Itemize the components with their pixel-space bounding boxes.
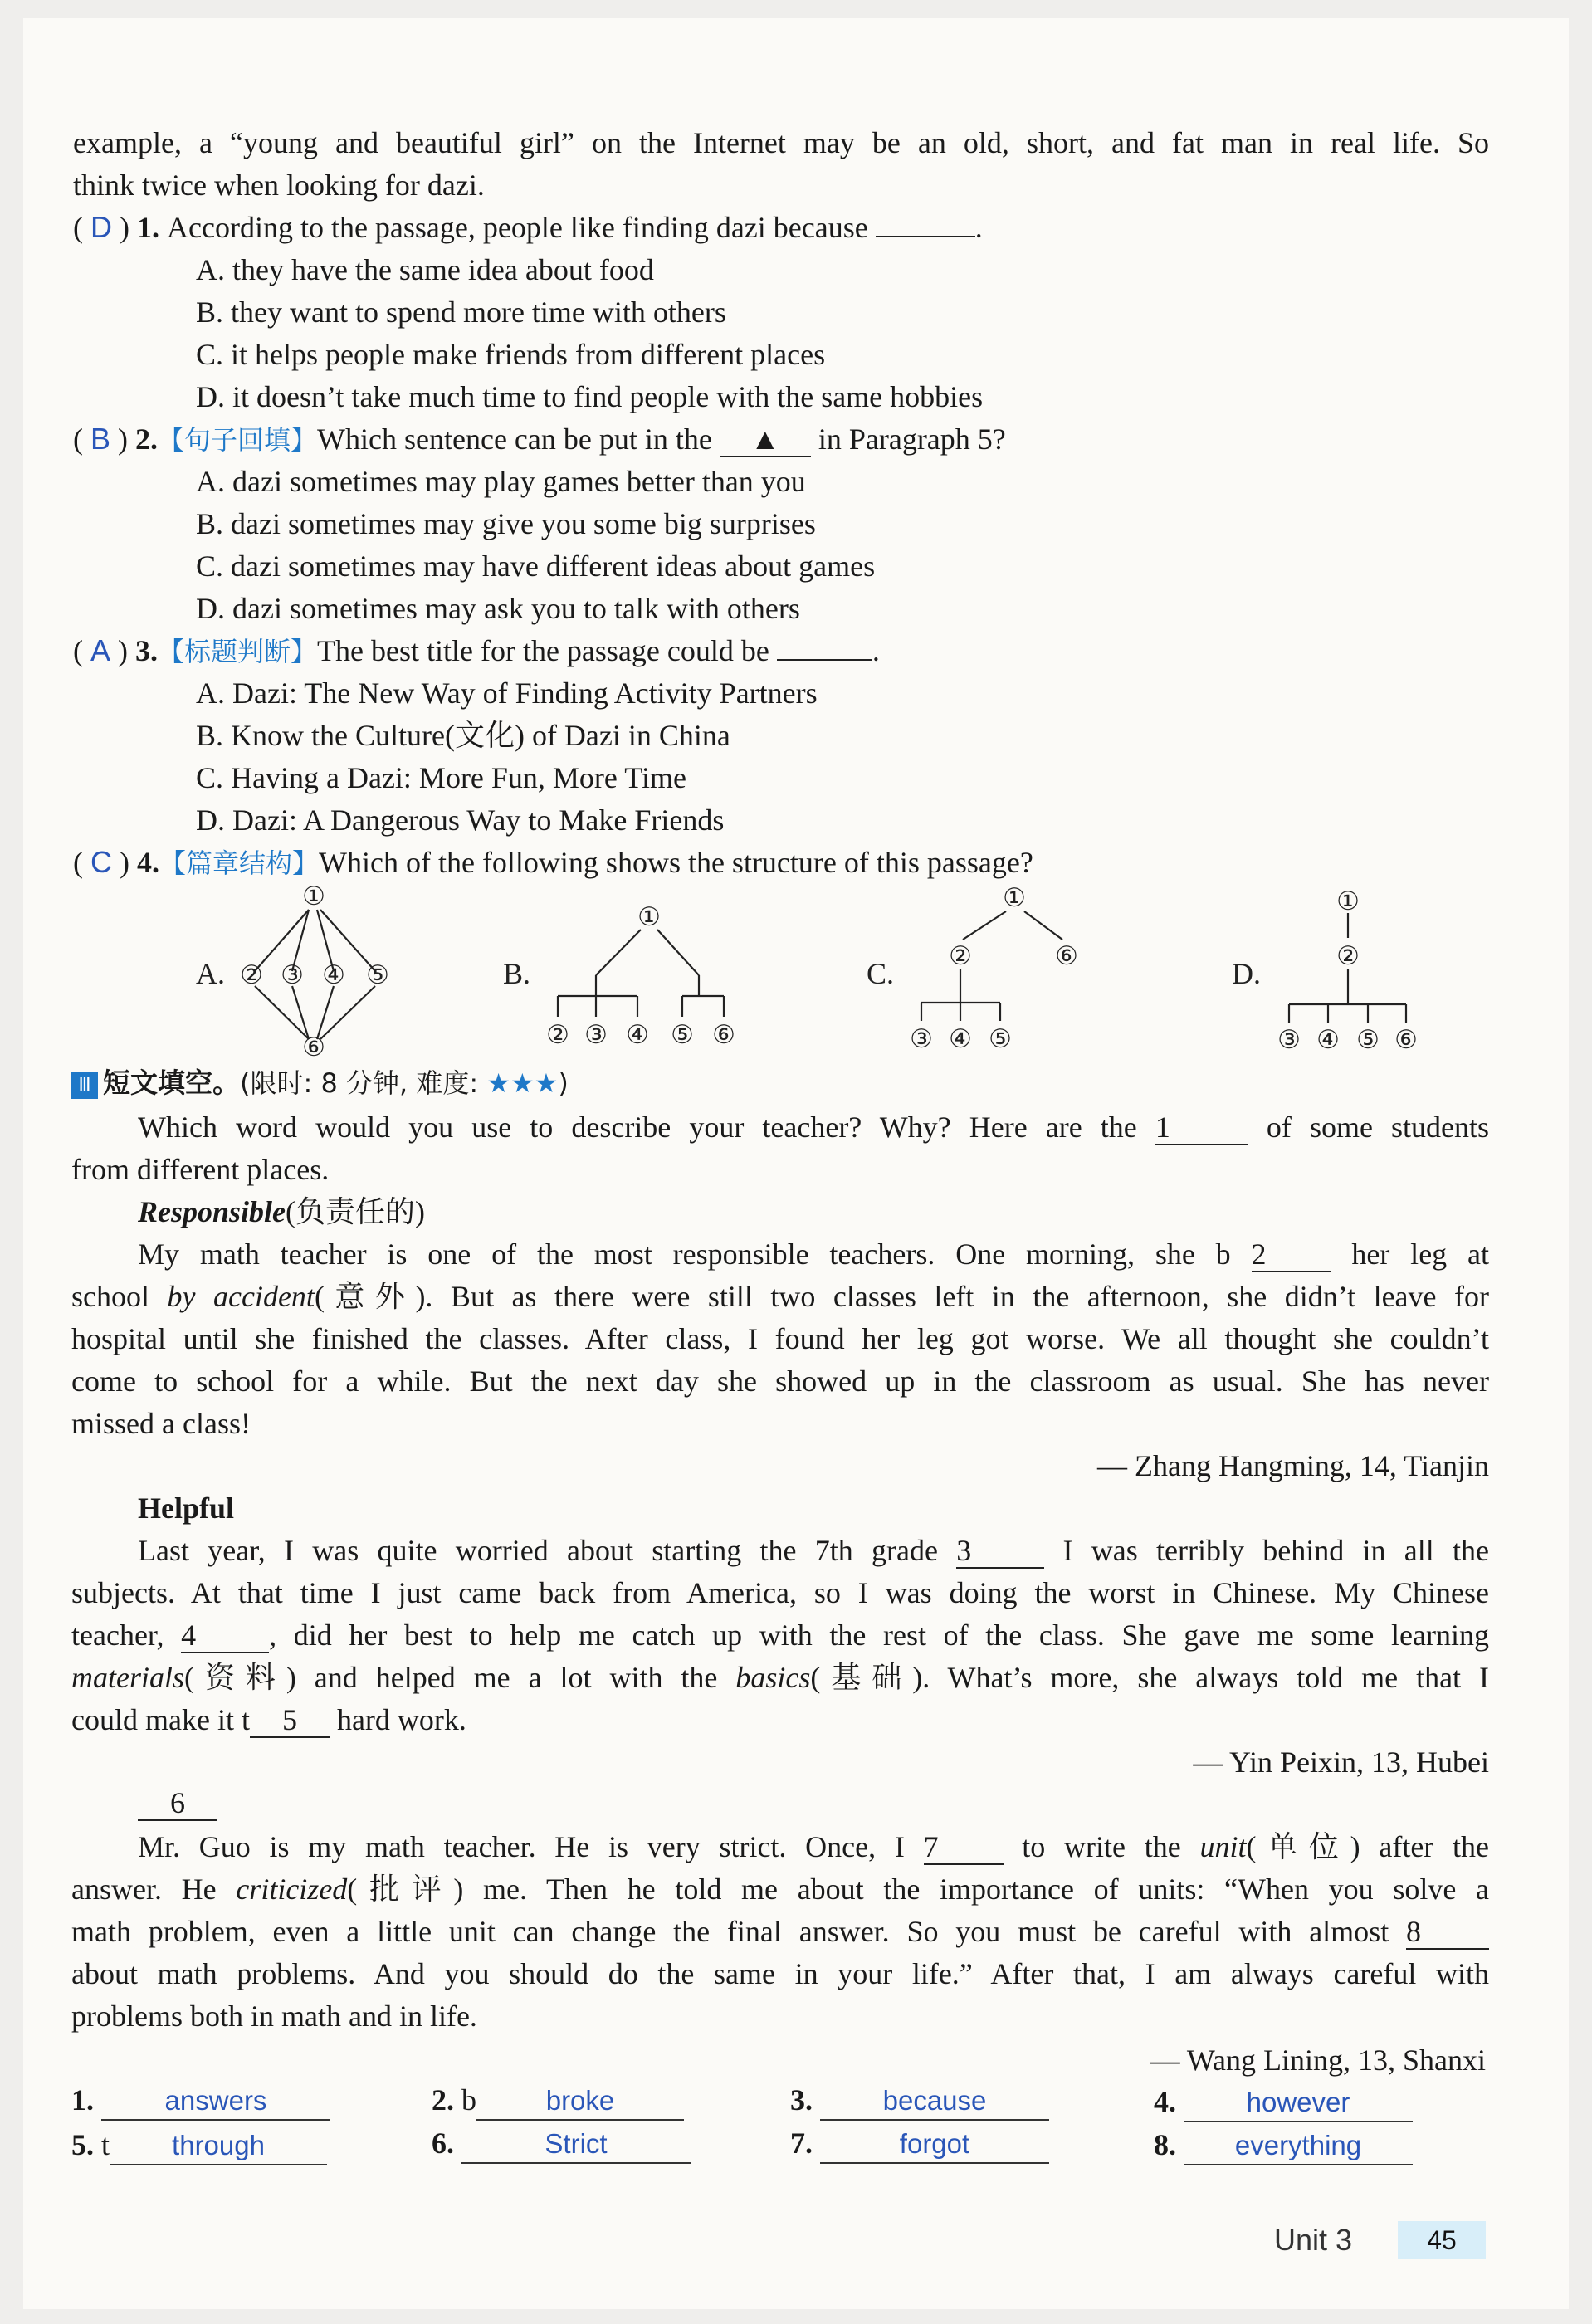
q2-blank	[720, 422, 811, 457]
q3-tag: 【标题判断】	[158, 636, 318, 667]
answer-q1: D	[90, 210, 112, 244]
answer-7-value: forgot	[820, 2126, 1049, 2164]
answer-8-value: everything	[1184, 2127, 1413, 2165]
q2-option-c: C. dazi sometimes may have different ideas about games	[196, 549, 876, 583]
p1-l2-b: (意外). But as there were still two classes left in the afternoon, she didn’t leave for	[314, 1280, 1489, 1313]
p1-text-b: her leg at	[1351, 1238, 1489, 1271]
q2-option-b: B. dazi sometimes may give you some big surprises	[196, 507, 816, 540]
q3-option-a: A. Dazi: The New Way of Finding Activity Partners	[196, 676, 818, 710]
p3-l2-b: (批评) me. Then he told me about the importance of units: “When you solve a	[347, 1872, 1489, 1906]
p2-l4-ital2: basics	[735, 1661, 811, 1694]
answer-2	[432, 2082, 684, 2121]
diagram-d-node-5: ⑤	[1356, 1025, 1380, 1055]
p2-l4-a: (资料) and helped me a lot with the	[184, 1661, 718, 1694]
answer-3	[790, 2082, 1049, 2121]
answer-7-num: 7.	[790, 2126, 813, 2160]
diagram-b-node-6: ⑥	[712, 1020, 735, 1050]
p3-l1-ital: unit	[1199, 1830, 1247, 1863]
diagram-a-node-3: ③	[281, 960, 304, 990]
question-3: ( A ) 3.【标题判断】The best title for the passage could be .	[73, 633, 880, 667]
diagram-label-c: C.	[867, 957, 895, 990]
heading-responsible-cn: (负责任的)	[286, 1195, 425, 1228]
p3-l2-ital: criticized	[236, 1872, 348, 1906]
p3-line-5: problems both in math and in life.	[71, 1999, 477, 2033]
section-title: 短文填空。	[103, 1067, 240, 1099]
diagram-b-node-2: ②	[546, 1020, 569, 1050]
p3-l2-a: answer. He	[71, 1872, 217, 1906]
question-2: ( B ) 2.【句子回填】Which sentence can be put in the ▲ in Paragraph 5?	[73, 422, 1006, 456]
p1-line-5: missed a class!	[71, 1407, 251, 1440]
p3-l1-a: Mr. Guo is my math teacher. He is very strict. Once, I	[138, 1830, 905, 1863]
blank-8: 8	[1406, 1915, 1489, 1950]
diagram-label-d: D.	[1232, 957, 1261, 990]
blank-1: 1	[1155, 1111, 1248, 1145]
answer-3-num: 3.	[790, 2083, 813, 2116]
q3-number: 3.	[135, 634, 159, 667]
section-meta: (限时: 8 分钟, 难度:	[240, 1067, 487, 1099]
p1-line-1	[138, 1236, 1489, 1272]
diagram-c-node-3: ③	[910, 1024, 933, 1054]
question-1: ( D ) 1. According to the passage, people like finding dazi because .	[73, 210, 983, 244]
answer-4-num: 4.	[1154, 2085, 1176, 2118]
p3-line-1	[138, 1828, 1489, 1865]
passage-intro-text-end: of some students	[1266, 1111, 1490, 1144]
answer-q4: C	[90, 845, 112, 879]
blank-2: 2	[1252, 1238, 1331, 1272]
diagram-a-node-2: ②	[240, 960, 263, 990]
diagram-d-node-1: ①	[1336, 886, 1360, 916]
structure-diagrams	[0, 880, 1592, 1062]
answer-5-prefix: t	[101, 2128, 110, 2161]
diagram-a-node-5: ⑤	[366, 960, 389, 990]
p1-line-4: come to school for a while. But the next day she showed up in the classroom as usual. She has never	[71, 1365, 1489, 1398]
q1-option-a: A. they have the same idea about food	[196, 253, 654, 286]
diagram-d-node-3: ③	[1277, 1025, 1301, 1055]
p2-line-5	[71, 1702, 466, 1738]
diagram-b-node-1: ①	[637, 902, 661, 932]
q1-blank	[876, 236, 975, 237]
diagram-c-node-5: ⑤	[989, 1024, 1012, 1054]
p2-line-1	[138, 1532, 1489, 1569]
q1-stem: According to the passage, people like finding dazi because	[167, 211, 868, 244]
q3-option-d: D. Dazi: A Dangerous Way to Make Friends	[196, 803, 725, 837]
passage-intro-text: Which word would you use to describe your teacher? Why? Here are the	[138, 1111, 1137, 1144]
q2-stem-end: in Paragraph 5?	[818, 422, 1006, 456]
q2-option-a: A. dazi sometimes may play games better than you	[196, 465, 806, 498]
diagram-c-node-2: ②	[949, 941, 972, 971]
blank-6: 6	[138, 1786, 217, 1821]
answer-4	[1154, 2083, 1413, 2122]
diagram-b-node-3: ③	[584, 1020, 608, 1050]
p2-l3-b: , did her best to help me catch up with the rest of the class. She gave me some learning	[269, 1618, 1490, 1652]
p3-line-4: about math problems. And you should do the same in your life.” After that, I am always careful with	[71, 1957, 1489, 1990]
heading-responsible	[138, 1194, 425, 1230]
answer-8	[1154, 2126, 1413, 2165]
diagram-d-node-6: ⑥	[1394, 1025, 1418, 1055]
difficulty-stars: ★★★	[486, 1067, 559, 1099]
p3-l3-a: math problem, even a little unit can change the final answer. So you must be careful with almost	[71, 1915, 1389, 1948]
q3-option-b: B. Know the Culture(文化) of Dazi in China	[196, 719, 730, 752]
section-meta-end: )	[558, 1067, 569, 1099]
answer-2-value: broke	[476, 2082, 684, 2121]
p2-line-4	[71, 1659, 1489, 1696]
answer-7	[790, 2125, 1049, 2164]
q2-stem: Which sentence can be put in the	[317, 422, 712, 456]
q4-tag: 【篇章结构】	[159, 847, 320, 879]
diagram-c-node-6: ⑥	[1055, 941, 1078, 971]
answer-5	[71, 2126, 327, 2165]
answer-6-num: 6.	[432, 2126, 454, 2160]
p2-l5-a: could make it t	[71, 1703, 250, 1736]
passage-intro-line-2: from different places.	[71, 1153, 330, 1186]
answer-5-num: 5.	[71, 2128, 94, 2161]
signature-2: — Yin Peixin, 13, Hubei	[1193, 1745, 1489, 1779]
answer-4-value: however	[1184, 2084, 1413, 2122]
answer-6	[432, 2125, 691, 2164]
answer-1-value: answers	[101, 2082, 330, 2121]
answer-5-value: through	[110, 2127, 327, 2165]
answer-6-value: Strict	[461, 2126, 691, 2164]
diagram-label-b: B.	[503, 957, 531, 990]
answer-2-num: 2.	[432, 2083, 454, 2116]
diagram-c-node-1: ①	[1003, 883, 1026, 913]
p2-l1-b: I was terribly behind in all the	[1062, 1534, 1490, 1567]
diagram-d-node-4: ④	[1316, 1025, 1340, 1055]
passage-intro-line-1	[138, 1109, 1489, 1145]
section-3-heading	[71, 1064, 569, 1101]
q4-number: 4.	[137, 846, 159, 879]
triangle-marker: ▲	[750, 422, 780, 456]
heading-responsible-en: Responsible	[138, 1195, 286, 1228]
diagram-a-node-1: ①	[302, 881, 325, 911]
q2-option-d: D. dazi sometimes may ask you to talk with others	[196, 592, 800, 625]
p2-l4-ital1: materials	[71, 1661, 185, 1694]
p3-l1-c: (单位) after the	[1246, 1830, 1490, 1863]
p3-line-2	[71, 1871, 1489, 1907]
p2-l4-b: (基础). What’s more, she always told me that I	[810, 1661, 1490, 1694]
q3-blank	[777, 659, 872, 661]
answer-1	[71, 2082, 330, 2121]
diagram-d-node-2: ②	[1336, 941, 1360, 971]
answer-2-prefix: b	[461, 2083, 476, 2116]
blank-4: 4	[181, 1618, 269, 1653]
p1-line-2	[71, 1278, 1489, 1315]
footer-unit: Unit 3	[1274, 2223, 1353, 2257]
diagram-label-a: A.	[196, 957, 225, 990]
page-number: 45	[1398, 2221, 1486, 2259]
q2-number: 2.	[135, 422, 159, 456]
q1-option-c: C. it helps people make friends from different places	[196, 338, 826, 371]
p1-l2-ital: by accident	[167, 1280, 315, 1313]
q1-option-d: D. it doesn’t take much time to find people with the same hobbies	[196, 380, 984, 413]
p3-l1-b: to write the	[1022, 1830, 1181, 1863]
intro-line-1: example, a “young and beautiful girl” on the Internet may be an old, short, and fat man in real life. So	[73, 126, 1489, 159]
blank-3: 3	[956, 1534, 1044, 1569]
p2-l5-b: hard work.	[336, 1703, 466, 1736]
diagram-b-node-5: ⑤	[671, 1020, 694, 1050]
p3-line-3	[71, 1913, 1489, 1950]
q3-stem: The best title for the passage could be	[317, 634, 769, 667]
blank-5: 5	[250, 1703, 330, 1738]
answer-q2: B	[90, 422, 111, 456]
signature-1: — Zhang Hangming, 14, Tianjin	[1096, 1449, 1489, 1482]
heading-blank-6	[138, 1784, 217, 1821]
answer-q3: A	[90, 633, 111, 667]
answer-1-num: 1.	[71, 2083, 94, 2116]
p1-l2-a: school	[71, 1280, 149, 1313]
q1-option-b: B. they want to spend more time with others	[196, 295, 726, 329]
q3-option-c: C. Having a Dazi: More Fun, More Time	[196, 761, 686, 794]
p2-line-2: subjects. At that time I just came back from America, so I was doing the worst in Chinese. My Chinese	[71, 1576, 1489, 1609]
diagram-b-node-4: ④	[626, 1020, 649, 1050]
p2-l3-a: teacher,	[71, 1618, 164, 1652]
p1-line-3: hospital until she finished the classes. After class, I found her leg got worse. We all thought she couldn’t	[71, 1322, 1489, 1355]
signature-3: — Wang Lining, 13, Shanxi	[1150, 2043, 1486, 2077]
question-4: ( C ) 4.【篇章结构】Which of the following shows the structure of this passage?	[73, 845, 1033, 879]
diagram-a-node-6: ⑥	[302, 1033, 325, 1062]
heading-helpful: Helpful	[138, 1492, 235, 1525]
section-mark: Ⅲ	[71, 1072, 98, 1099]
p2-line-3	[71, 1617, 1489, 1653]
q2-tag: 【句子回填】	[158, 424, 318, 456]
answer-8-num: 8.	[1154, 2128, 1176, 2161]
intro-line-2: think twice when looking for dazi.	[73, 168, 485, 202]
p1-text-a: My math teacher is one of the most responsible teachers. One morning, she b	[138, 1238, 1231, 1271]
answer-3-value: because	[820, 2082, 1049, 2121]
diagram-a-node-4: ④	[322, 960, 345, 990]
blank-7: 7	[924, 1830, 1004, 1865]
p2-l1-a: Last year, I was quite worried about starting the 7th grade	[138, 1534, 938, 1567]
q4-stem: Which of the following shows the structure of this passage?	[319, 846, 1033, 879]
diagram-c-node-4: ④	[949, 1024, 972, 1054]
q1-number: 1.	[137, 211, 159, 244]
